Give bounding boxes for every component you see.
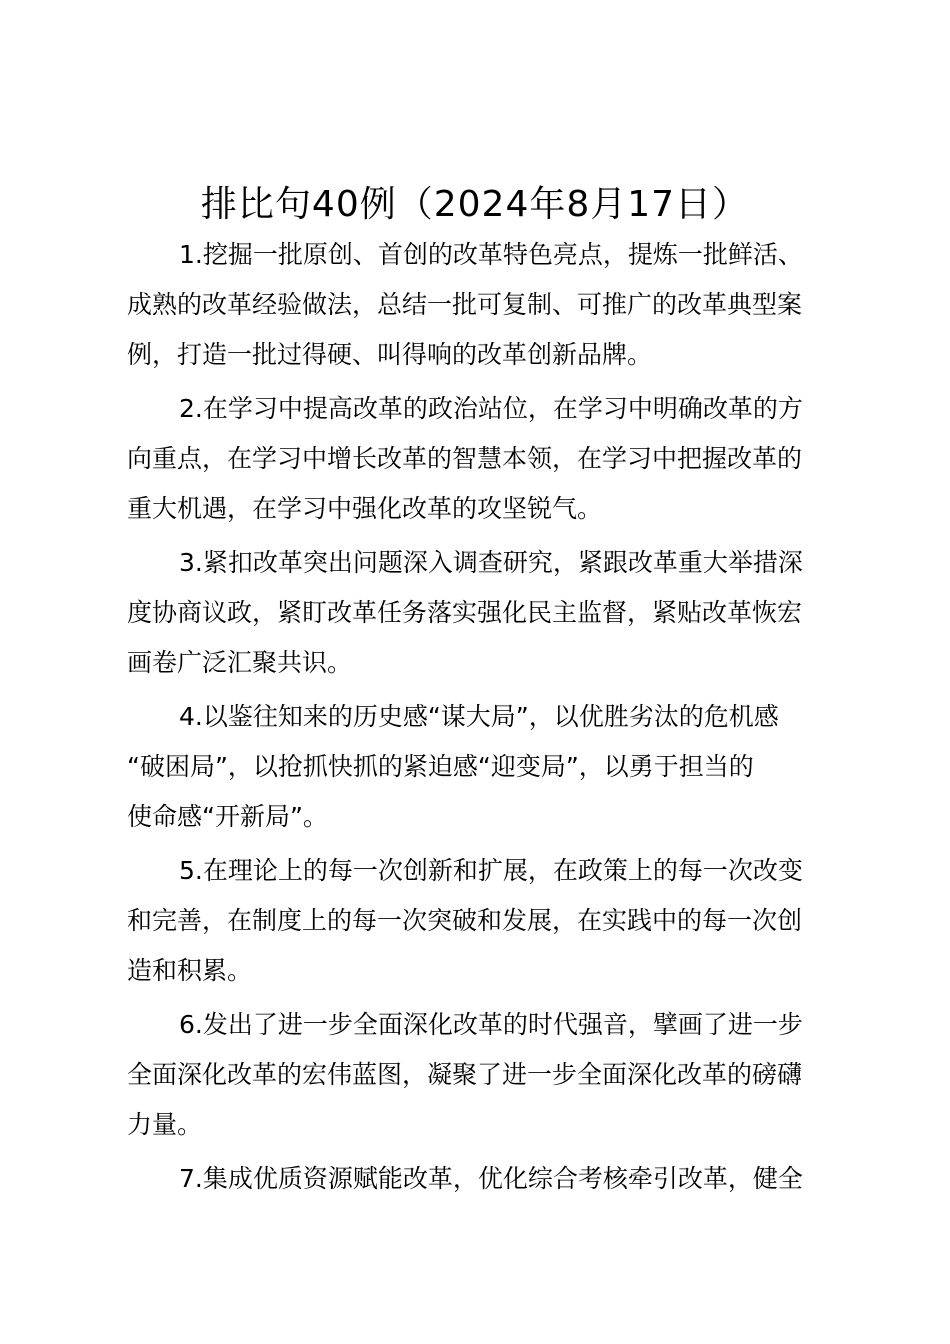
paragraph-line: 使命感“开新局”。	[127, 802, 328, 831]
paragraph-line: 7.集成优质资源赋能改革，优化综合考核牵引改革，健全	[179, 1164, 803, 1193]
paragraph-7	[127, 1154, 833, 1204]
paragraph-line: 2.在学习中提高改革的政治站位，在学习中明确改革的方	[179, 394, 803, 423]
paragraph-line: 例，打造一批过得硬、叫得响的改革创新品牌。	[127, 340, 653, 369]
paragraph-line: 1.挖掘一批原创、首创的改革特色亮点，提炼一批鲜活、	[179, 240, 803, 269]
paragraph-4	[127, 692, 833, 842]
paragraph-line: 3.紧扣改革突出问题深入调查研究，紧跟改革重大举措深	[179, 548, 803, 577]
paragraph-line: 度协商议政，紧盯改革任务落实强化民主监督，紧贴改革恢宏	[127, 598, 803, 627]
paragraph-3	[127, 538, 833, 688]
paragraph-line: 向重点，在学习中增长改革的智慧本领，在学习中把握改革的	[127, 444, 803, 473]
paragraph-line: 和完善，在制度上的每一次突破和发展，在实践中的每一次创	[127, 906, 803, 935]
paragraph-5	[127, 846, 833, 996]
paragraph-line: 5.在理论上的每一次创新和扩展，在政策上的每一次改变	[179, 856, 803, 885]
paragraph-2	[127, 384, 833, 534]
document-body	[127, 230, 833, 1208]
paragraph-line: 4.以鉴往知来的历史感“谋大局”，以优胜劣汰的危机感	[179, 702, 779, 731]
paragraph-line: 画卷广泛汇聚共识。	[127, 648, 353, 677]
paragraph-line: 成熟的改革经验做法，总结一批可复制、可推广的改革典型案	[127, 290, 803, 319]
paragraph-6	[127, 1000, 833, 1150]
paragraph-1	[127, 230, 833, 380]
paragraph-line: 重大机遇，在学习中强化改革的攻坚锐气。	[127, 494, 603, 523]
paragraph-line: “破困局”，以抢抓快抓的紧迫感“迎变局”，以勇于担当的	[127, 752, 754, 781]
paragraph-line: 全面深化改革的宏伟蓝图，凝聚了进一步全面深化改革的磅礴	[127, 1060, 803, 1089]
paragraph-line: 6.发出了进一步全面深化改革的时代强音，擘画了进一步	[179, 1010, 803, 1039]
document-title: 排比句40例（2024年8月17日）	[200, 184, 750, 225]
paragraph-line: 造和积累。	[127, 956, 253, 985]
paragraph-line: 力量。	[127, 1110, 203, 1139]
